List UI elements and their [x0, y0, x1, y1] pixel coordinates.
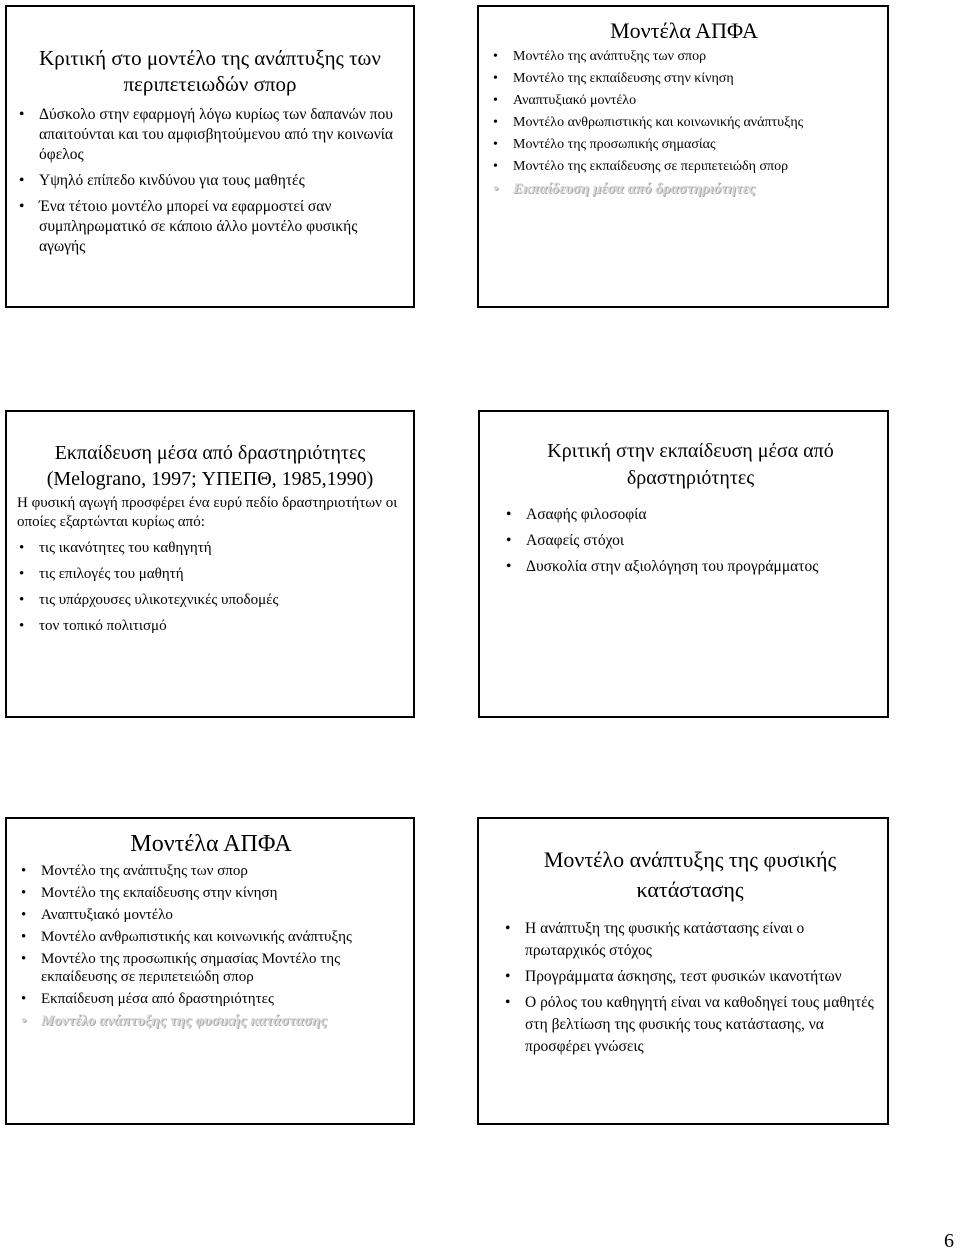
bullet-item: • Μοντέλο της ανάπτυξης των σπορ — [19, 862, 403, 880]
bullet-item: • Μοντέλο ανθρωπιστικής και κοινωνικής ανάπτυξης — [19, 928, 403, 946]
bullet-item: • Μοντέλο της προσωπικής σημασίας Μοντέλο της εκπαίδευσης σε περιπετειώδη σπορ — [19, 950, 403, 986]
bullet-item: • Η ανάπτυξη της φυσικής κατάστασης είναι ο πρωταρχικός στόχος — [503, 918, 877, 962]
slide-title: Κριτική στο μοντέλο της ανάπτυξης των περιπετειωδών σπορ — [39, 46, 381, 97]
slide-title: Εκπαίδευση μέσα από δραστηριότητες (Melograno, 1997; ΥΠΕΠΘ, 1985,1990) — [46, 442, 374, 490]
bullet-list — [17, 105, 403, 257]
slide-title: Μοντέλα ΑΠΦΑ — [130, 831, 292, 857]
bullet-item: • Δυσκολία στην αξιολόγηση του προγράμματος — [504, 556, 877, 577]
bullet-item: • Αναπτυξιακό μοντέλο — [491, 92, 877, 110]
bullet-list — [491, 48, 877, 198]
slide-apfa-models-2 — [5, 817, 415, 1125]
bullet-item: • τις ικανότητες του καθηγητή — [17, 539, 403, 558]
bullet-item: • Ασαφείς στόχοι — [504, 530, 877, 551]
bullet-item: • τις επιλογές του μαθητή — [17, 565, 403, 584]
bullet-item: • Μοντέλο ανθρωπιστικής και κοινωνικής ανάπτυξης — [491, 114, 877, 132]
bullet-item: • Προγράμματα άσκησης, τεστ φυσικών ικανοτήτων — [503, 966, 877, 988]
bullet-item-highlighted: • Εκπαίδευση μέσα από δραστηριότητες — [491, 180, 877, 198]
bullet-list — [19, 862, 403, 1030]
slide-title: Κριτική στην εκπαίδευση μέσα από δραστηριότητες — [547, 440, 834, 489]
bullet-item: • Υψηλό επίπεδο κινδύνου για τους μαθητές — [17, 171, 403, 191]
bullet-list — [504, 504, 877, 577]
bullet-item: • Μοντέλο της εκπαίδευσης σε περιπετειώδη σπορ — [491, 158, 877, 176]
bullet-item: • Εκπαίδευση μέσα από δραστηριότητες — [19, 990, 403, 1008]
bullet-item-highlighted: • Μοντέλο ανάπτυξης της φυσικής κατάστασης — [19, 1012, 403, 1030]
slide-title: Μοντέλα ΑΠΦΑ — [610, 18, 758, 43]
bullet-item: • Μοντέλο της εκπαίδευσης στην κίνηση — [491, 70, 877, 88]
slide-fitness-model — [477, 817, 889, 1125]
bullet-item: • Ασαφής φιλοσοφία — [504, 504, 877, 525]
bullet-item: • Δύσκολο στην εφαρμογή λόγω κυρίως των δαπανών που απαιτούνται και του αμφισβητούμενου από την κοινωνία όφελος — [17, 105, 403, 165]
bullet-item: • Ο ρόλος του καθηγητή είναι να καθοδηγεί τους μαθητές στη βελτίωση της φυσικής τους κατάστασης, να προσφέρει γνώσεις — [503, 992, 877, 1058]
slide-critique-activity-education — [478, 410, 889, 718]
bullet-list — [503, 918, 877, 1058]
bullet-item: • Μοντέλο της εκπαίδευσης στην κίνηση — [19, 884, 403, 902]
slide-critique-adventure-sports — [5, 5, 415, 308]
intro-text: Η φυσική αγωγή προσφέρει ένα ευρύ πεδίο δραστηριοτήτων οι οποίες εξαρτώνται κυρίως από: — [17, 495, 398, 530]
bullet-item: • Αναπτυξιακό μοντέλο — [19, 906, 403, 924]
page-number: 6 — [944, 1230, 954, 1252]
slide-title: Μοντέλο ανάπτυξης της φυσικής κατάστασης — [543, 847, 837, 902]
slide-apfa-models — [477, 5, 889, 308]
bullet-item: • Ένα τέτοιο μοντέλο μπορεί να εφαρμοστεί σαν συμπληρωματικό σε κάποιο άλλο μοντέλο φυσικής αγωγής — [17, 197, 403, 257]
bullet-item: • τις υπάρχουσες υλικοτεχνικές υποδομές — [17, 591, 403, 610]
slide-activity-education — [5, 410, 415, 718]
bullet-list — [17, 494, 403, 636]
bullet-item: • τον τοπικό πολιτισμό — [17, 617, 403, 636]
bullet-item: • Μοντέλο της προσωπικής σημασίας — [491, 136, 877, 154]
bullet-item: • Μοντέλο της ανάπτυξης των σπορ — [491, 48, 877, 66]
